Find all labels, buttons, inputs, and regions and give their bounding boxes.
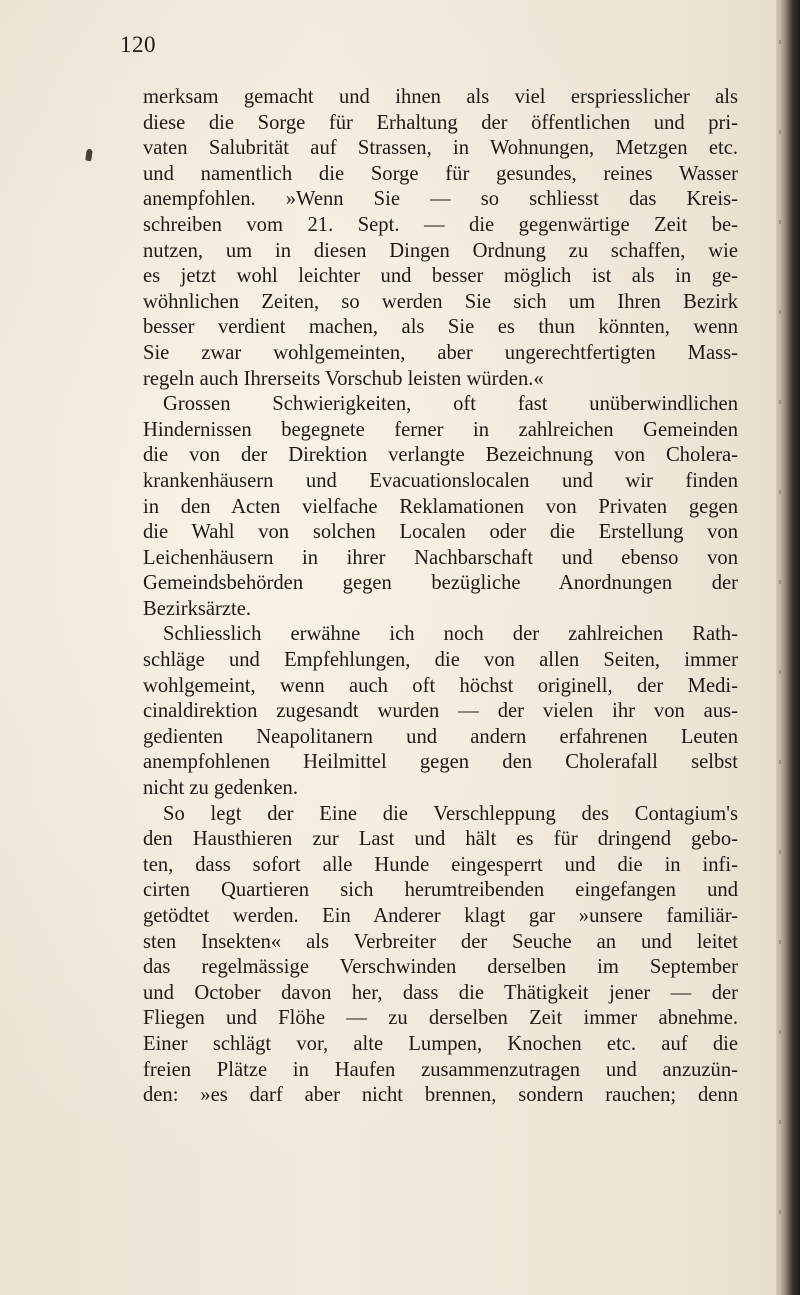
text-line: wohlgemeint, wenn auch oft höchst originell, der Medi- bbox=[143, 674, 738, 697]
text-line: So legt der Eine die Verschleppung des Contagium's bbox=[163, 802, 738, 825]
text-line: das regelmässige Verschwinden derselben im September bbox=[143, 956, 738, 979]
page-number: 120 bbox=[120, 32, 156, 57]
text-line: Leichenhäusern in ihrer Nachbarschaft und ebenso von bbox=[143, 546, 738, 569]
text-line: und October davon her, dass die Thätigkeit jener — der bbox=[143, 981, 738, 1004]
text-line: Gemeindsbehörden gegen bezügliche Anordnungen der bbox=[143, 572, 738, 595]
text-line: cirten Quartieren sich herumtreibenden eingefangen und bbox=[143, 879, 738, 902]
text-line: Schliesslich erwähne ich noch der zahlreichen Rath- bbox=[163, 623, 738, 646]
text-line: cinaldirektion zugesandt wurden — der vielen ihr von aus- bbox=[143, 700, 738, 723]
text-line: die Wahl von solchen Localen oder die Erstellung von bbox=[143, 521, 738, 544]
text-line: nutzen, um in diesen Dingen Ordnung zu schaffen, wie bbox=[143, 239, 738, 262]
text-line: getödtet werden. Ein Anderer klagt gar »unsere familiär- bbox=[143, 905, 738, 927]
text-line: freien Plätze in Haufen zusammenzutragen und anzuzün- bbox=[143, 1058, 738, 1081]
text-line: krankenhäusern und Evacuationslocalen und wir finden bbox=[143, 469, 738, 492]
text-line: anempfohlen. »Wenn Sie — so schliesst das Kreis- bbox=[143, 188, 738, 211]
text-line: die von der Direktion verlangte Bezeichnung von Cholera- bbox=[143, 444, 738, 467]
text-line: sten Insekten« als Verbreiter der Seuche an und leitet bbox=[143, 930, 738, 953]
text-line: schreiben vom 21. Sept. — die gegenwärtige Zeit be- bbox=[143, 213, 738, 236]
ink-mark bbox=[85, 149, 93, 162]
text-line: und namentlich die Sorge für gesundes, reines Wasser bbox=[143, 162, 738, 185]
text-line: Hindernissen begegnete ferner in zahlreichen Gemeinden bbox=[143, 418, 738, 441]
text-line: Fliegen und Flöhe — zu derselben Zeit immer abnehme. bbox=[143, 1007, 738, 1030]
text-line: den Hausthieren zur Last und hält es für dringend gebo- bbox=[143, 828, 738, 851]
text-line: in den Acten vielfache Reklamationen von Privaten gegen bbox=[143, 495, 738, 518]
text-line: merksam gemacht und ihnen als viel erspriesslicher als bbox=[143, 86, 738, 108]
text-line: es jetzt wohl leichter und besser möglich ist als in ge- bbox=[143, 265, 738, 288]
text-line: Bezirksärzte. bbox=[143, 597, 252, 620]
text-line: Einer schlägt vor, alte Lumpen, Knochen etc. auf die bbox=[143, 1032, 738, 1055]
text-line: diese die Sorge für Erhaltung der öffentlichen und pri- bbox=[143, 111, 738, 134]
text-line: gedienten Neapolitanern und andern erfahrenen Leuten bbox=[143, 725, 738, 748]
body-text bbox=[143, 85, 738, 1109]
text-line: besser verdient machen, als Sie es thun könnten, wenn bbox=[143, 316, 738, 339]
text-line: ten, dass sofort alle Hunde eingesperrt und die in infi- bbox=[143, 853, 738, 876]
text-line: wöhnlichen Zeiten, so werden Sie sich um Ihren Bezirk bbox=[143, 290, 738, 313]
text-line: Sie zwar wohlgemeinten, aber ungerechtfertigten Mass- bbox=[143, 341, 738, 364]
text-line: anempfohlenen Heilmittel gegen den Cholerafall selbst bbox=[143, 751, 738, 774]
text-line: vaten Salubrität auf Strassen, in Wohnungen, Metzgen etc. bbox=[143, 137, 738, 160]
page-edge-shadow bbox=[776, 0, 800, 1295]
text-line: nicht zu gedenken. bbox=[143, 777, 298, 800]
text-line: regeln auch Ihrerseits Vorschub leisten würden.« bbox=[143, 367, 544, 390]
text-line: Grossen Schwierigkeiten, oft fast unüberwindlichen bbox=[163, 393, 738, 416]
text-line: schläge und Empfehlungen, die von allen Seiten, immer bbox=[143, 649, 738, 672]
text-line: den: »es darf aber nicht brennen, sondern rauchen; denn bbox=[143, 1084, 738, 1107]
